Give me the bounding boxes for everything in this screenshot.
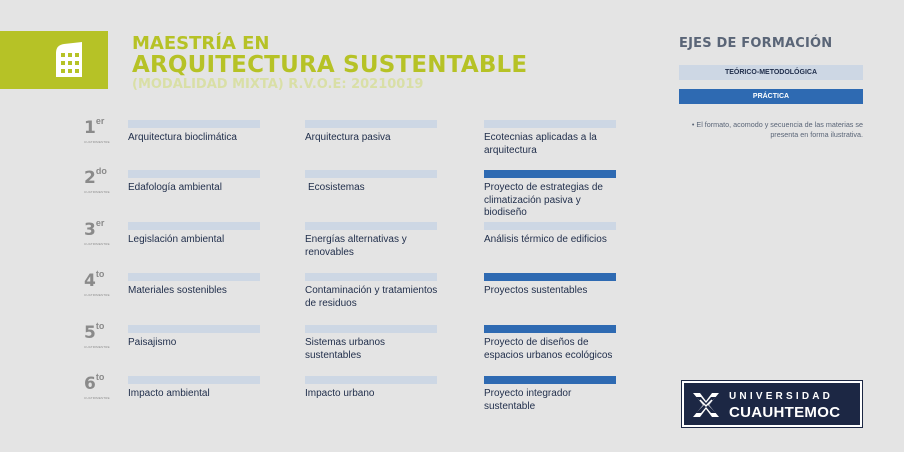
course-name: Ecosistemas	[308, 182, 365, 193]
semester-caption: CUATRIMESTRE	[84, 140, 110, 144]
teorico-bar	[305, 325, 437, 333]
title-line-2: ARQUITECTURA SUSTENTABLE	[132, 52, 528, 78]
semester-label	[84, 323, 110, 349]
course-name: Legislación ambiental	[128, 234, 225, 245]
semester-number: 4	[84, 271, 96, 291]
course-name: Análisis térmico de edificios	[484, 234, 607, 245]
course-name: Proyecto de estrategias de climatización pasiva y biodiseño	[484, 182, 603, 218]
course-name: Proyecto integrador sustentable	[484, 388, 572, 412]
teorico-bar	[484, 120, 616, 128]
teorico-bar	[128, 120, 260, 128]
semester-number: 1	[84, 118, 96, 138]
semester-caption: CUATRIMESTRE	[84, 190, 110, 194]
teorico-bar	[305, 376, 437, 384]
teorico-bar	[305, 273, 437, 281]
building-icon	[52, 41, 86, 79]
course-name: Proyectos sustentables	[484, 285, 588, 296]
course-name: Impacto ambiental	[128, 388, 210, 399]
course-name: Proyecto de diseños de espacios urbanos ecológicos	[484, 337, 613, 361]
teorico-bar	[305, 222, 437, 230]
semester-caption: CUATRIMESTRE	[84, 396, 110, 400]
university-name-line-2: CUAUHTEMOC	[729, 404, 841, 421]
sidebar-title: EJES DE FORMACIÓN	[679, 36, 833, 51]
practica-bar	[484, 170, 616, 178]
teorico-bar	[128, 325, 260, 333]
semester-suffix: to	[95, 269, 105, 279]
semester-suffix: to	[95, 321, 105, 331]
semester-label	[84, 374, 110, 400]
semester-number: 5	[84, 323, 96, 343]
university-name-line-1: UNIVERSIDAD	[729, 391, 834, 402]
teorico-bar	[484, 222, 616, 230]
semester-label	[84, 168, 110, 194]
practica-bar	[484, 273, 616, 281]
course-name: Energías alternativas y renovables	[305, 234, 407, 258]
course-name: Arquitectura pasiva	[305, 132, 391, 143]
course-name: Ecotecnias aplicadas a la arquitectura	[484, 132, 597, 156]
course-name: Edafología ambiental	[128, 182, 222, 193]
teorico-bar	[128, 170, 260, 178]
teorico-bar	[305, 120, 437, 128]
practica-bar	[484, 325, 616, 333]
legend-teorico: TEÓRICO-METODOLÓGICA	[679, 65, 863, 80]
semester-caption: CUATRIMESTRE	[84, 345, 110, 349]
university-mark-icon	[690, 389, 722, 421]
teorico-bar	[128, 273, 260, 281]
course-name: Materiales sostenibles	[128, 285, 227, 296]
semester-number: 2	[84, 168, 96, 188]
program-logo-block	[0, 31, 108, 89]
teorico-bar	[128, 376, 260, 384]
title-line-3: (MODALIDAD MIXTA) R.V.O.E: 20210019	[132, 77, 424, 92]
teorico-bar	[128, 222, 260, 230]
university-logo	[682, 381, 862, 427]
semester-caption: CUATRIMESTRE	[84, 242, 110, 246]
semester-label	[84, 220, 110, 246]
semester-number: 3	[84, 220, 96, 240]
legend-practica: PRÁCTICA	[679, 89, 863, 104]
semester-number: 6	[84, 374, 96, 394]
page-title	[132, 35, 527, 91]
title-line-1: MAESTRÍA EN	[132, 33, 270, 54]
semester-suffix: er	[95, 116, 105, 126]
course-name: Impacto urbano	[305, 388, 375, 399]
semester-caption: CUATRIMESTRE	[84, 293, 110, 297]
semester-label	[84, 118, 110, 144]
course-name: Paisajismo	[128, 337, 177, 348]
semester-suffix: do	[95, 166, 107, 176]
note-text: • El formato, acomodo y secuencia de las materias se presenta en forma ilustrativa.	[691, 120, 863, 139]
teorico-bar	[305, 170, 437, 178]
course-name: Arquitectura bioclimática	[128, 132, 237, 143]
semester-suffix: to	[95, 372, 105, 382]
semester-label	[84, 271, 110, 297]
practica-bar	[484, 376, 616, 384]
course-name: Contaminación y tratamientos de residuos	[305, 285, 438, 309]
course-name: Sistemas urbanos sustentables	[305, 337, 386, 361]
semester-suffix: er	[95, 218, 105, 228]
